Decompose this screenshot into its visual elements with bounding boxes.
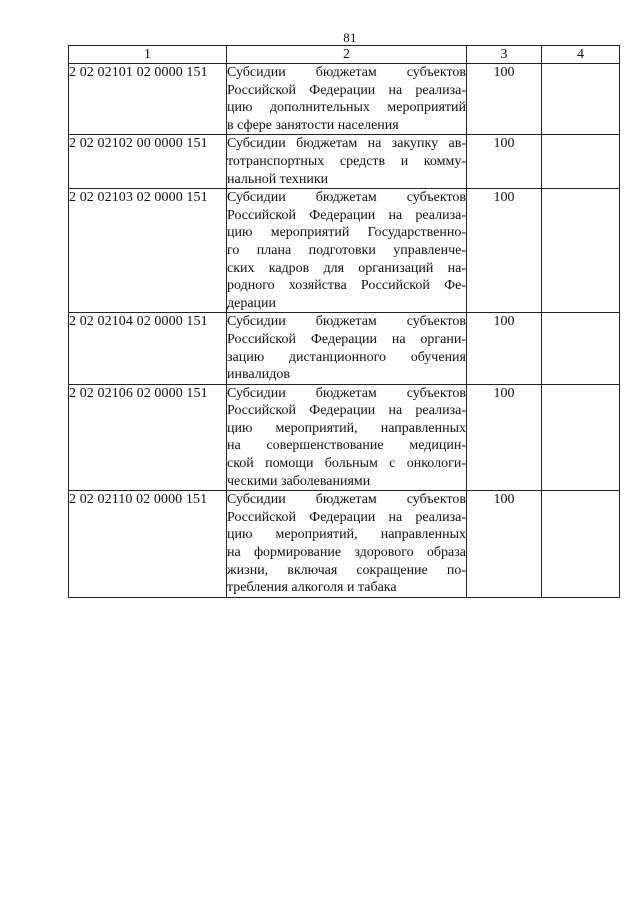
column-4-cell <box>542 491 620 598</box>
amount-cell: 100 <box>467 64 542 135</box>
description-line: инвалидов <box>227 367 290 383</box>
description-cell <box>227 313 467 384</box>
amount-cell: 100 <box>467 189 542 313</box>
budget-code-cell: 2 02 02102 00 0000 151 <box>69 135 227 189</box>
description-line: Российской Федерации на органи- <box>227 331 466 347</box>
table-row <box>69 135 620 189</box>
budget-code-cell: 2 02 02104 02 0000 151 <box>69 313 227 384</box>
description-line: Субсидии бюджетам субъектов <box>227 385 466 401</box>
page-number: 81 <box>343 30 357 45</box>
description-line: Российской Федерации на реализа- <box>227 509 466 525</box>
description-line: требления алкоголя и табака <box>227 580 397 596</box>
column-header: 1 <box>69 46 227 64</box>
table-header-row <box>69 46 620 64</box>
table-row <box>69 491 620 598</box>
description-line: цию мероприятий, направленных <box>227 420 466 436</box>
description-line: Субсидии бюджетам на закупку ав- <box>227 136 466 152</box>
description-line: на совершенствование медицин- <box>227 438 466 454</box>
description-line: нальной техники <box>227 171 329 187</box>
description-line: жизни, включая сокращение по- <box>227 562 466 578</box>
description-line: родного хозяйства Российской Фе- <box>227 278 466 294</box>
column-header: 3 <box>467 46 542 64</box>
description-cell <box>227 135 467 189</box>
description-line: ских кадров для организаций на- <box>227 260 466 276</box>
description-line: Субсидии бюджетам субъектов <box>227 314 466 330</box>
column-4-cell <box>542 313 620 384</box>
description-line: Российской Федерации на реализа- <box>227 82 466 98</box>
budget-code-cell: 2 02 02101 02 0000 151 <box>69 64 227 135</box>
description-line: Российской Федерации на реализа- <box>227 207 466 223</box>
description-line: Субсидии бюджетам субъектов <box>227 65 466 80</box>
description-line: Субсидии бюджетам субъектов <box>227 492 466 508</box>
column-4-cell <box>542 189 620 313</box>
column-4-cell <box>542 135 620 189</box>
description-cell <box>227 189 467 313</box>
description-line: цию мероприятий Государственно- <box>227 225 466 241</box>
budget-code-cell: 2 02 02103 02 0000 151 <box>69 189 227 313</box>
description-cell <box>227 384 467 491</box>
description-line: ческими заболеваниями <box>227 473 371 489</box>
description-cell <box>227 491 467 598</box>
column-header: 2 <box>227 46 467 64</box>
description-line: тотранспортных средств и комму- <box>227 153 466 169</box>
table-row <box>69 189 620 313</box>
description-line: зацию дистанционного обучения <box>227 349 466 365</box>
amount-cell: 100 <box>467 135 542 189</box>
description-line: ской помощи больным с онкологи- <box>227 456 466 472</box>
description-line: Субсидии бюджетам субъектов <box>227 190 466 206</box>
description-line: дерации <box>227 295 277 311</box>
description-cell <box>227 64 467 135</box>
table-row <box>69 313 620 384</box>
budget-table <box>68 45 620 598</box>
table-row <box>69 64 620 135</box>
column-4-cell <box>542 64 620 135</box>
description-line: на формирование здорового образа <box>227 545 466 561</box>
description-line: Российской Федерации на реализа- <box>227 403 466 419</box>
amount-cell: 100 <box>467 384 542 491</box>
amount-cell: 100 <box>467 491 542 598</box>
budget-code-cell: 2 02 02110 02 0000 151 <box>69 491 227 598</box>
description-line: цию дополнительных мероприятий <box>227 100 466 116</box>
amount-cell: 100 <box>467 313 542 384</box>
description-line: цию мероприятий, направленных <box>227 527 466 543</box>
description-line: в сфере занятости населения <box>227 117 399 133</box>
column-header: 4 <box>542 46 620 64</box>
description-line: го плана подготовки управленче- <box>227 242 466 258</box>
table-row <box>69 384 620 491</box>
column-4-cell <box>542 384 620 491</box>
budget-code-cell: 2 02 02106 02 0000 151 <box>69 384 227 491</box>
